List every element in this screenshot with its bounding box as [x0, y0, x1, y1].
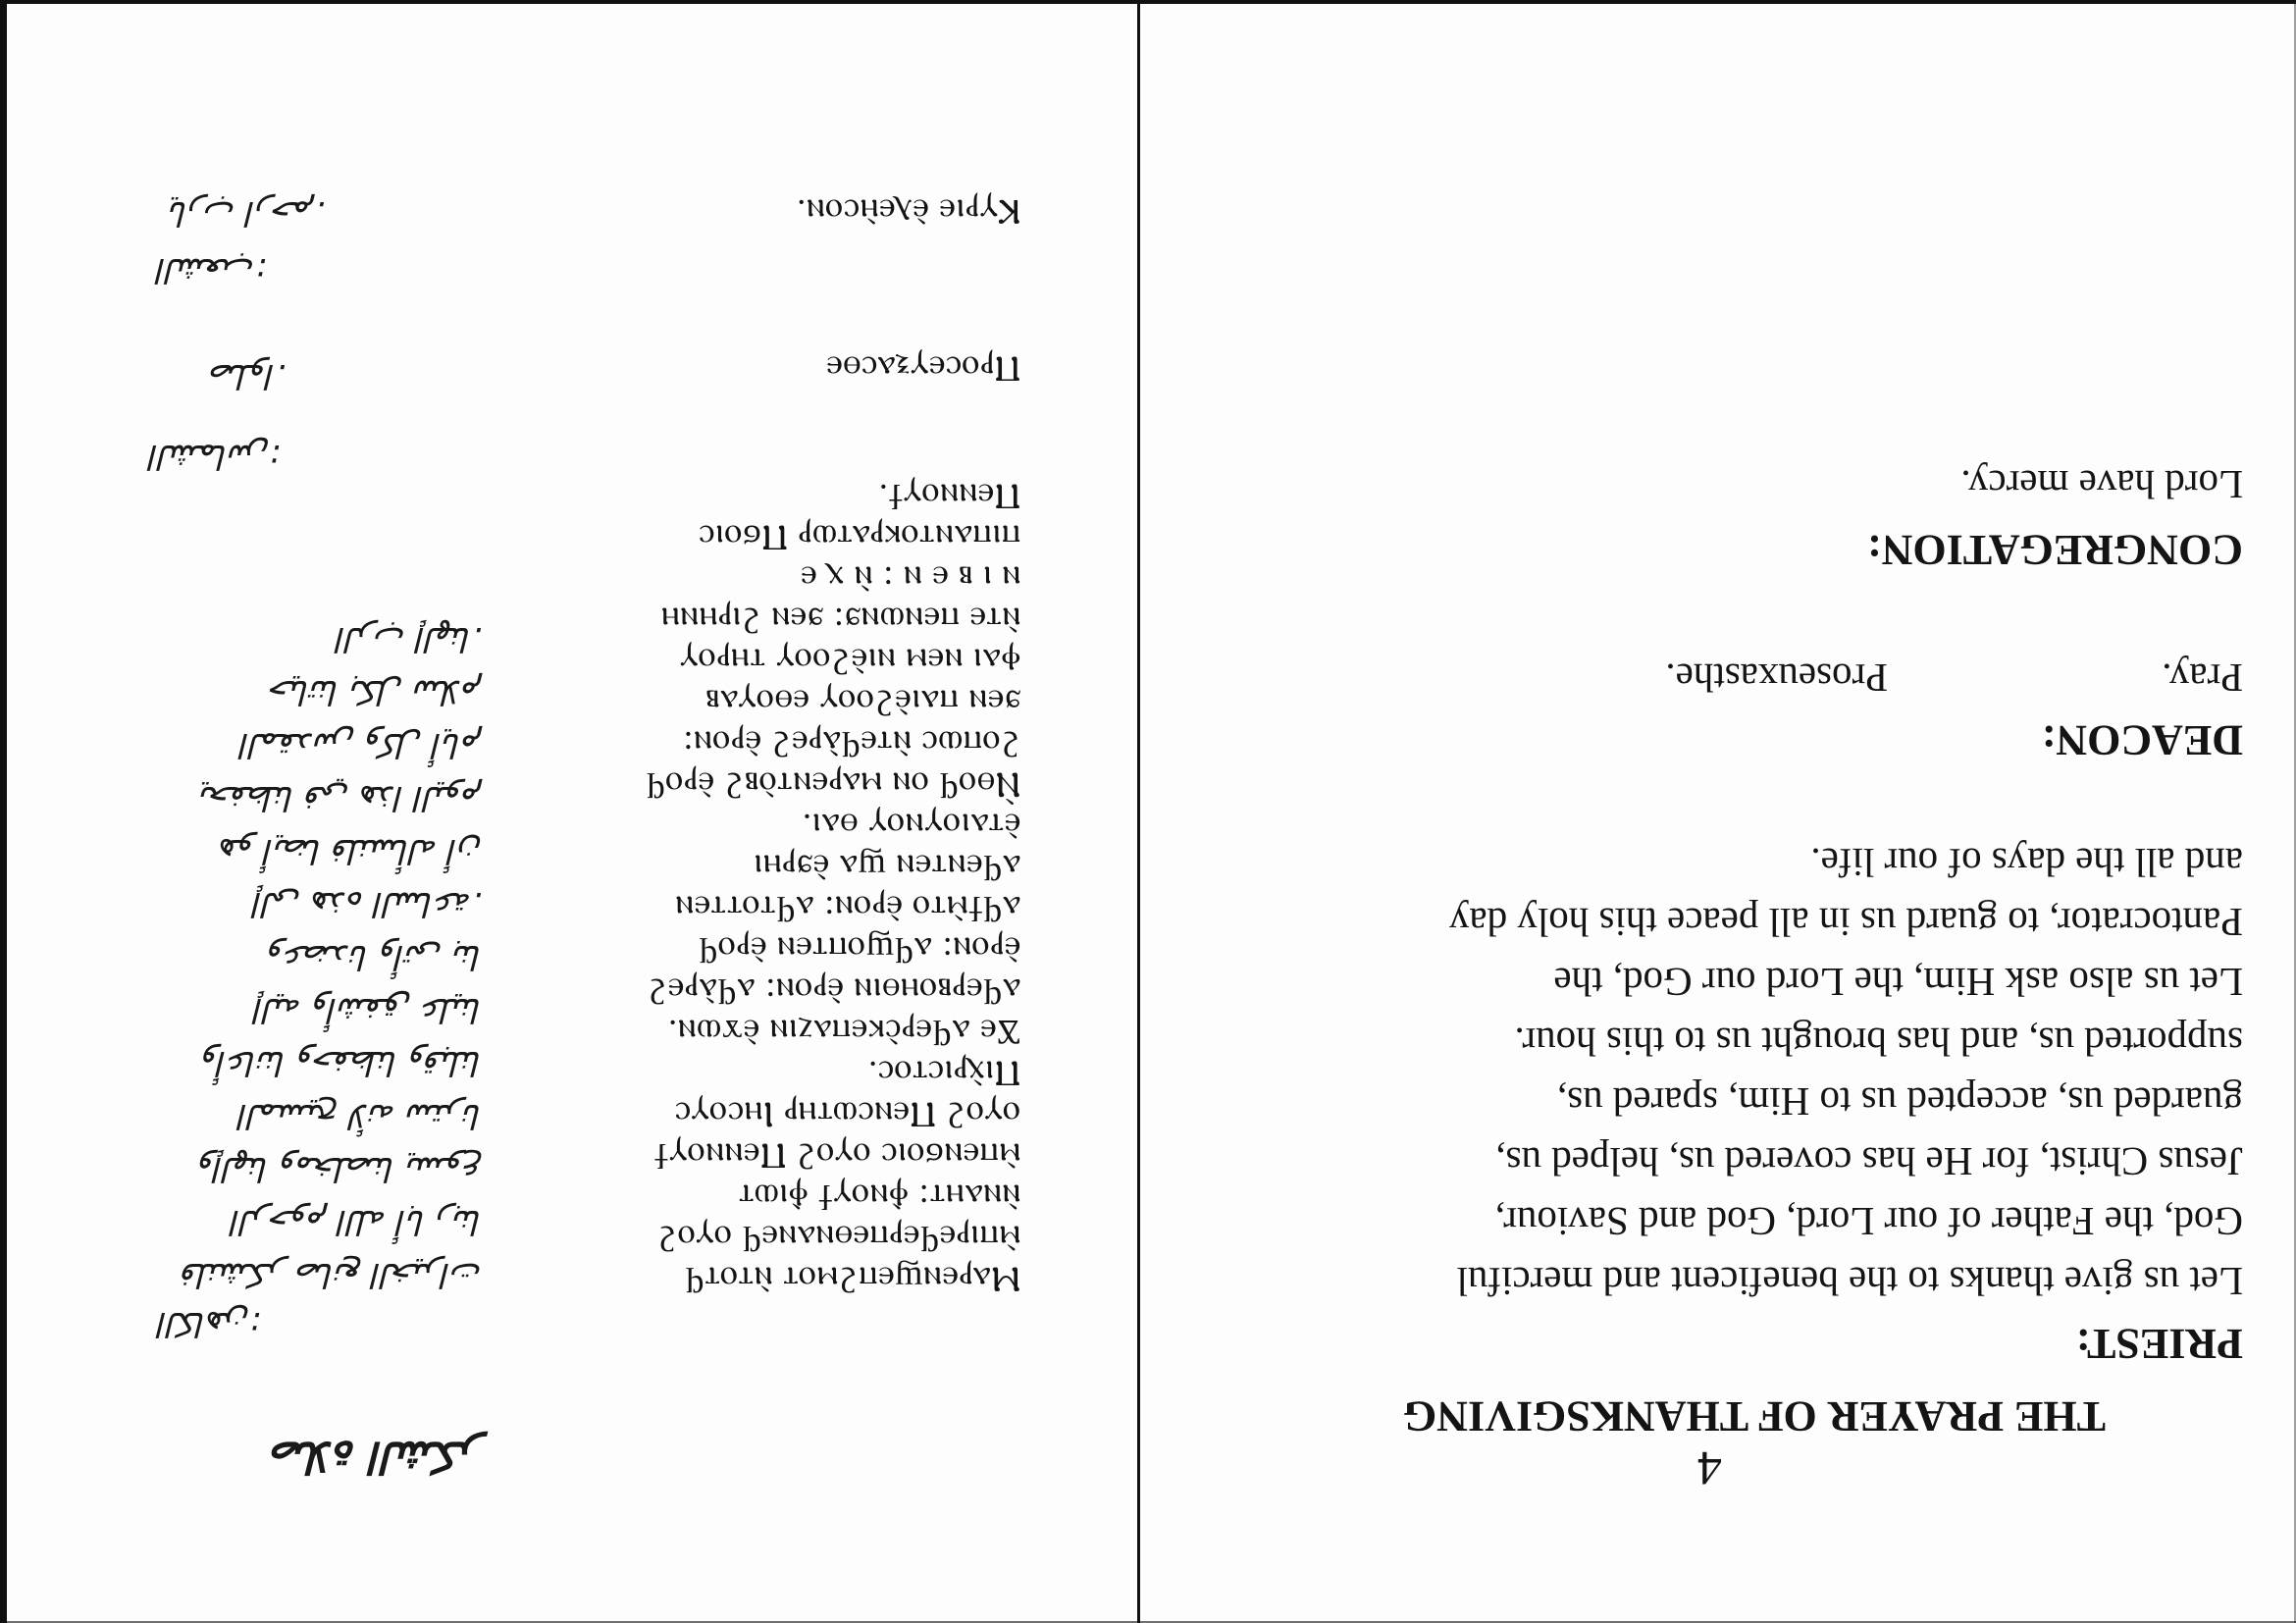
arabic-line: هو أيضا فلنسأله أن: [219, 831, 483, 870]
english-page: [1128, 0, 2296, 1623]
coptic-line: ⲙ̀ⲡⲓⲣⲉϥⲉⲣⲡⲉⲑⲛⲁⲛⲉϥ ⲟⲩⲟϩ: [656, 1219, 1020, 1258]
arabic-line: إلى هذه الساعة.: [253, 884, 483, 923]
coptic-line: Ϫⲉ ⲁϥⲉⲣⲥ̀ⲕⲉⲡⲁⲍⲓⲛ ⲉ̀ϫⲱⲛ.: [667, 1013, 1020, 1052]
arabic-line: إليه وأشفق علينا: [254, 990, 483, 1029]
coptic-line: Ⲡⲉⲛⲛⲟⲩϯ.: [877, 477, 1020, 516]
priest-line: Let us give thanks to the beneficent and merciful: [1456, 1259, 2243, 1304]
arabic-line: حياتنا بكل سلام: [269, 672, 483, 711]
deacon-transliteration: Proseuxasthe.: [1665, 655, 1888, 701]
coptic-line: Ⲙⲁⲣⲉⲛϣⲉⲡϩⲙⲟⲧ ⲛ̀ⲧⲟⲧϥ: [684, 1260, 1020, 1299]
coptic-arabic-page: [0, 0, 1128, 1623]
scan-edge-right: [0, 0, 7, 1623]
deacon-response: Pray.: [2162, 655, 2243, 701]
arabic-congregation-label: الشعب:: [157, 250, 267, 289]
arabic-line: الرب إلهنا.: [337, 619, 483, 658]
coptic-line: ⲡⲓⲡⲁⲛⲧⲟⲕⲣⲁⲧⲱⲣ Ⲡϭⲟⲓⲥ: [698, 518, 1020, 557]
coptic-line: ϩⲟⲡⲱⲥ ⲛ̀ⲧⲉϥⲁ̀ⲣⲉϩ ⲉ̀ⲣⲟⲛ:: [682, 724, 1020, 763]
arabic-heading: صلاة الشكر: [271, 1432, 483, 1482]
arabic-deacon-response: صلوا.: [210, 356, 287, 395]
arabic-line: وعضدنا وأتى بنا: [267, 937, 483, 976]
coptic-line: ϧⲉⲛ ⲡⲁⲓⲉ̀ϩⲟⲟⲩ ⲉⲑⲟⲩⲁⲃ: [704, 683, 1020, 722]
coptic-line: ⲛ̀ⲛⲁⲏⲧ: ⲫ̀ⲛⲟⲩϯ ⲫ̀ⲓⲱⲧ: [737, 1178, 1020, 1217]
coptic-line: ⲉ̀ⲧⲁⲓⲟⲩⲛⲟⲩ ⲑⲁⲓ.: [801, 807, 1020, 846]
coptic-line: ⲁϥϯⲙ̀ⲧⲟ ⲉ̀ⲣⲟⲛ: ⲁϥⲧⲟⲧⲧⲉⲛ: [674, 889, 1020, 928]
coptic-deacon-response: Ⲡⲣⲟⲥⲉⲩⲝⲁⲥⲑⲉ: [825, 349, 1020, 389]
congregation-response: Lord have mercy.: [1960, 462, 2243, 507]
page-number: 4: [1697, 1441, 1722, 1496]
deacon-label: DEACON:: [2041, 716, 2243, 764]
gutter-line: [1137, 0, 1140, 1623]
priest-line: Let us also ask Him, the Lord our God, the: [1553, 960, 2243, 1005]
congregation-label: CONGREGATION:: [1867, 526, 2243, 574]
scan-edge-bottom: [0, 0, 2296, 4]
coptic-congregation-response: Ⲕⲩⲣⲓⲉ ⲉ̀ⲗⲉⲏ̀ⲥⲟⲛ.: [796, 192, 1020, 232]
page-title: THE PRAYER OF THANKSGIVING: [1403, 1392, 2106, 1440]
coptic-line: ⲉ̀ⲣⲟⲛ: ⲁϥϣⲟⲡⲧⲉⲛ ⲉ̀ⲣⲟϥ: [698, 930, 1020, 969]
arabic-priest-label: الكاهن:: [158, 1304, 261, 1343]
priest-line: guarded us, accepted us to Him, spared us,: [1556, 1079, 2243, 1125]
coptic-line: ⲁϥⲉⲣⲃⲟⲏⲑⲓⲛ ⲉ̀ⲣⲟⲛ: ⲁϥⲁ̀ⲣⲉϩ: [647, 971, 1020, 1011]
arabic-line: وأعاننا وحفظنا وقبلنا: [201, 1043, 483, 1082]
coptic-line: ⲁϥⲉⲛⲧⲉⲛ ϣⲁ ⲉ̀ϧⲣⲏⲓ: [753, 848, 1020, 887]
arabic-line: فلنشكر صانع الخيرات: [182, 1255, 483, 1294]
coptic-line: ⲫⲁⲓ ⲛⲉⲙ ⲛⲓⲉ̀ϩⲟⲟⲩ ⲧⲏⲣⲟⲩ: [678, 642, 1020, 681]
coptic-line: ⲛ ⲓ ⲃ ⲉ ⲛ : ⲛ̀ ⲭ ⲉ: [800, 559, 1020, 599]
priest-line: Jesus Christ, for He has covered us, helped us,: [1495, 1139, 2243, 1184]
priest-line: God, the Father of our Lord, God and Saviour,: [1494, 1199, 2243, 1244]
arabic-line: يحفظنا في هذا اليوم: [199, 778, 483, 817]
priest-line: Pantocrator, to guard us in all peace this holy day: [1448, 900, 2243, 945]
coptic-line: ⲙ̀ⲡⲉⲛϭⲟⲓⲥ ⲟⲩⲟϩ Ⲡⲉⲛⲛⲟⲩϯ: [653, 1136, 1020, 1176]
arabic-deacon-label: الشماس:: [149, 437, 281, 476]
priest-line: supported us, and has brought us to this hour.: [1514, 1020, 2243, 1065]
coptic-line: ⲛ̀ⲧⲉ ⲡⲉⲛⲱⲛϧ: ϧⲉⲛ ϩⲓⲣⲏⲛⲏ: [660, 601, 1020, 640]
arabic-line: المقدس وكل أيام: [240, 725, 483, 764]
arabic-line: الرحوم الله أبا ربنا: [232, 1202, 483, 1241]
arabic-congregation-response: يارب ارحم.: [169, 193, 326, 233]
priest-label: PRIEST:: [2075, 1320, 2243, 1368]
arabic-line: وإلهنا ومخلصنا يسوع: [198, 1149, 483, 1188]
coptic-line: ⲟⲩⲟϩ Ⲡⲉⲛⲥⲱⲧⲏⲣ Ⲓⲏⲥⲟⲩⲥ: [674, 1095, 1020, 1134]
priest-line: and all the days of our life.: [1810, 840, 2243, 885]
coptic-line: Ⲛ̀ⲑⲟϥ ⲟⲛ ⲙⲁⲣⲉⲛⲧⲟ̀ⲃϩ ⲉ̀ⲣⲟϥ: [645, 765, 1020, 805]
coptic-line: Ⲡⲓⲭ̀ⲣⲓⲥⲧⲟⲥ.: [867, 1054, 1020, 1093]
arabic-line: المسيح لأنه سترنا: [238, 1096, 483, 1135]
